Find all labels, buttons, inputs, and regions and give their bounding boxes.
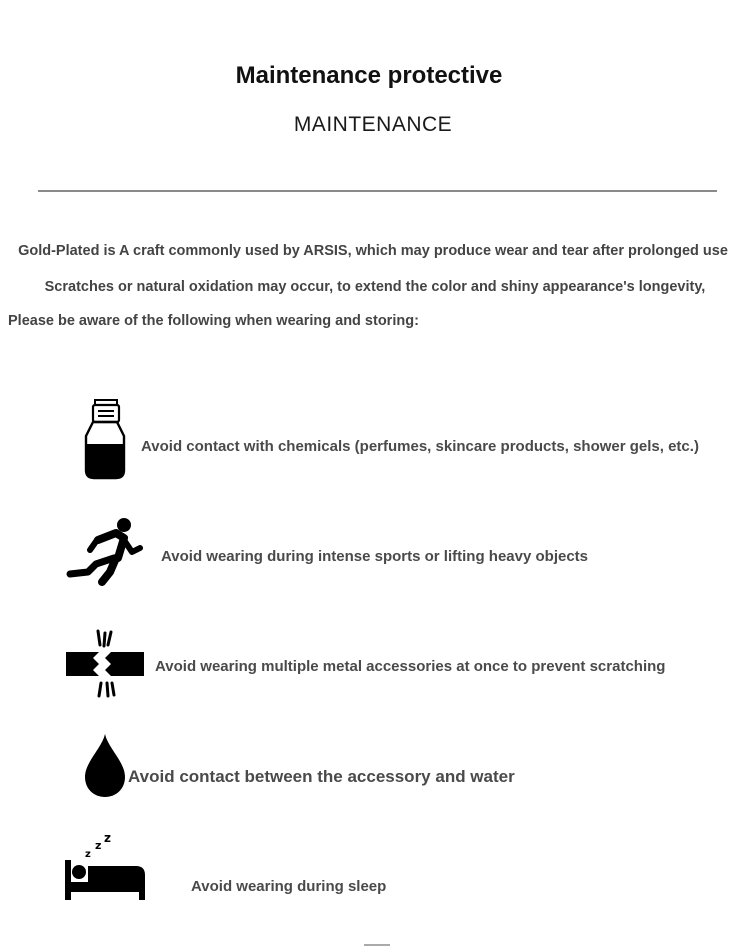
item-text-metal: Avoid wearing multiple metal accessories at once to prevent scratching — [155, 658, 666, 675]
intro-line-1: Gold-Plated is A craft commonly used by ARSIS, which may produce wear and tear after prolonged use — [18, 243, 728, 259]
sleeping-bed-icon — [62, 832, 148, 904]
item-text-water: Avoid contact between the accessory and water — [128, 767, 515, 786]
perfume-bottle-icon — [82, 398, 128, 482]
page-title: Maintenance protective — [235, 62, 503, 89]
svg-text:z: z — [104, 832, 111, 845]
item-text-chemicals: Avoid contact with chemicals (perfumes, skincare products, shower gels, etc.) — [141, 438, 699, 455]
intro-line-3: Please be aware of the following when wearing and storing: — [8, 313, 419, 329]
intro-line-2: Scratches or natural oxidation may occur, to extend the color and shiny appearance's longevity, — [44, 279, 706, 295]
running-person-icon — [66, 516, 144, 588]
water-drop-icon — [82, 732, 128, 800]
item-text-sports: Avoid wearing during intense sports or lifting heavy objects — [161, 548, 589, 565]
divider — [38, 190, 717, 192]
bottom-divider — [364, 944, 390, 946]
svg-text:z: z — [85, 849, 91, 860]
page-subtitle: MAINTENANCE — [293, 113, 453, 136]
broken-bar-icon — [64, 628, 146, 700]
item-text-sleep: Avoid wearing during sleep — [191, 878, 387, 895]
svg-text:z: z — [95, 839, 102, 852]
